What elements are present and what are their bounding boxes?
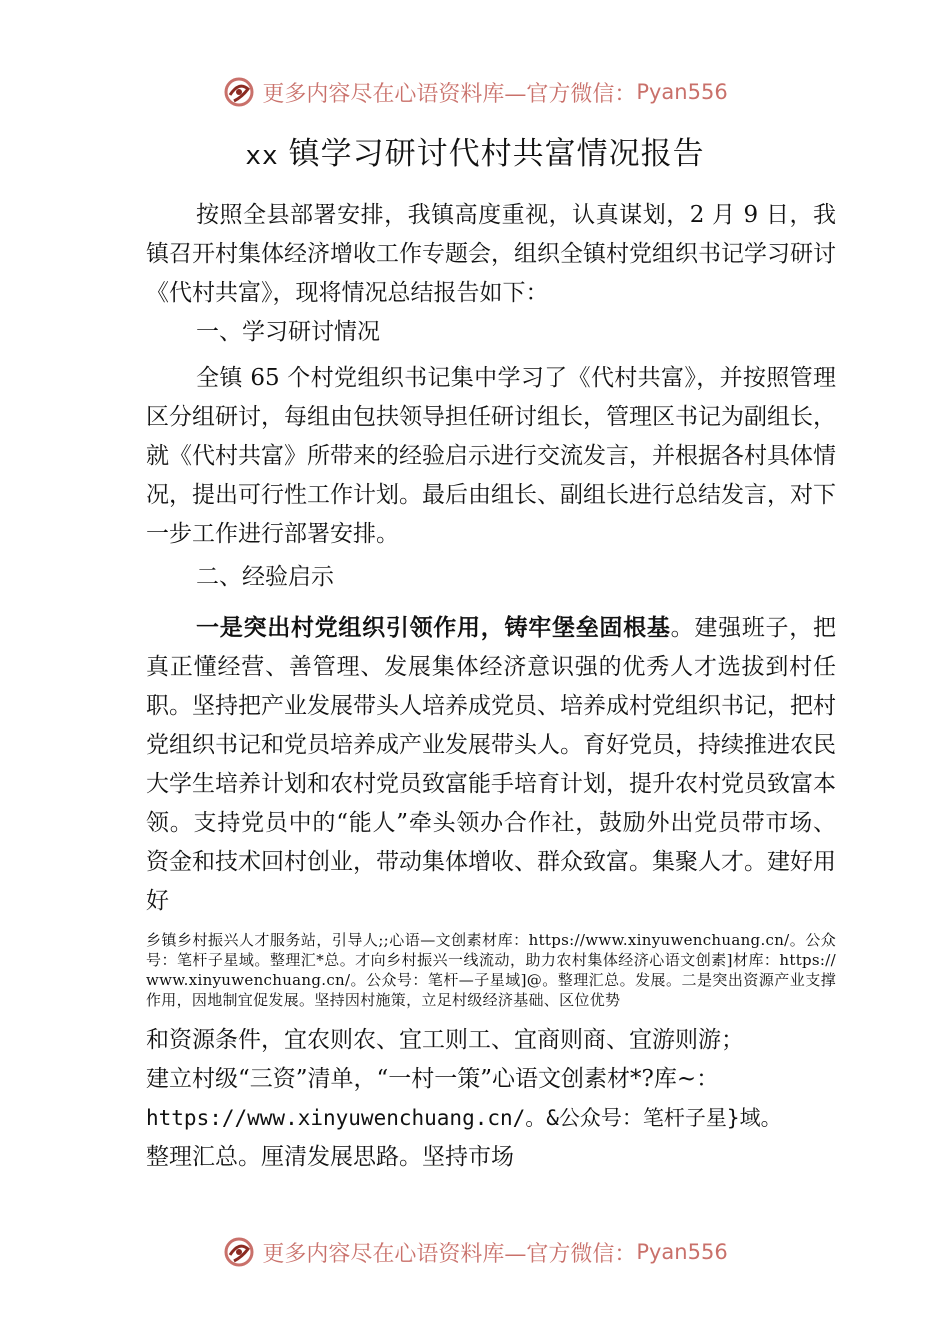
section2-heading: 二、经验启示 — [196, 564, 334, 590]
tail-line-1: 和资源条件，宜农则农、宜工则工、宜商则商、宜游则游； — [146, 1027, 744, 1053]
section2 — [146, 558, 836, 921]
section1 — [146, 313, 836, 554]
banner-wechat-id: Pyan556 — [636, 80, 728, 104]
intro-block — [146, 196, 836, 313]
banner-text: 更多内容尽在心语资料库—官方微信： — [262, 81, 637, 107]
tail-line-3: https://www.xinyuwenchuang.cn/。&公众号：笔杆子星}域。 — [146, 1106, 782, 1130]
banner-text: 更多内容尽在心语资料库—官方微信： — [262, 1241, 637, 1267]
tail-line-4: 整理汇总。厘清发展思路。坚持市场 — [146, 1144, 514, 1170]
section1-paragraph: 全镇 65 个村党组织书记集中学习了《代村共富》，并按照管理区分组研讨，每组由包扶领导担任研讨组长，管理区书记为副组长，就《代村共富》所带来的经验启示进行交流发言，并根据各村具体情况，提出可行性工作计划。最后由组长、副组长进行总结发言，对下一步工作进行部署安排。 — [146, 365, 836, 547]
footer-banner — [0, 1232, 950, 1272]
page-title — [0, 128, 950, 173]
title-prefix: xx — [245, 141, 279, 171]
small-paragraph: 乡镇乡村振兴人才服务站，引导人;;心语—文创素材库：https://www.xinyuwenchuang.cn/。公众号：笔杆子星域。整理汇*总。才向乡村振兴一线流动，助力农村集体经济心语文创素]材库：https://www.xinyuwenchuang.cn/。公众号：笔杆—子星域]@。整理汇总。发展。二是突出资源产业支撑作用，因地制宜促发展。坚持因村施策，立足村级经济基础、区位优势 — [146, 931, 836, 1009]
tail-line-2: 建立村级“三资”清单，“一村一策”心语文创素材*?库~： — [146, 1066, 720, 1092]
banner-wechat-id: Pyan556 — [636, 1240, 728, 1264]
intro-paragraph: 按照全县部署安排，我镇高度重视，认真谋划，2 月 9 日，我镇召开村集体经济增收工作专题会，组织全镇村党组织书记学习研讨《代村共富》，现将情况总结报告如下： — [146, 202, 836, 306]
title-main: 镇学习研讨代村共富情况报告 — [288, 136, 705, 172]
section1-heading: 一、学习研讨情况 — [196, 319, 380, 345]
swirl-logo-icon — [222, 1235, 256, 1269]
section2-lead: 一是突出村党组织引领作用，铸牢堡垒固根基 — [196, 615, 671, 641]
header-banner — [0, 72, 950, 112]
tail-block — [146, 1021, 836, 1177]
section2-paragraph — [146, 609, 836, 921]
section2-text: 。建强班子，把真正懂经营、善管理、发展集体经济意识强的优秀人才选拔到村任职。坚持把产业发展带头人培养成党员、培养成村党组织书记，把村党组织书记和党员培养成产业发展带头人。育好党员，持续推进农民大学生培养计划和农村党员致富能手培育计划，提升农村党员致富本领。支持党员中的“能人”牵头领办合作社，鼓励外出党员带市场、资金和技术回村创业，带动集体增收、群众致富。集聚人才。建好用好 — [146, 615, 837, 914]
small-text-block — [146, 930, 836, 1010]
swirl-logo-icon — [222, 75, 256, 109]
